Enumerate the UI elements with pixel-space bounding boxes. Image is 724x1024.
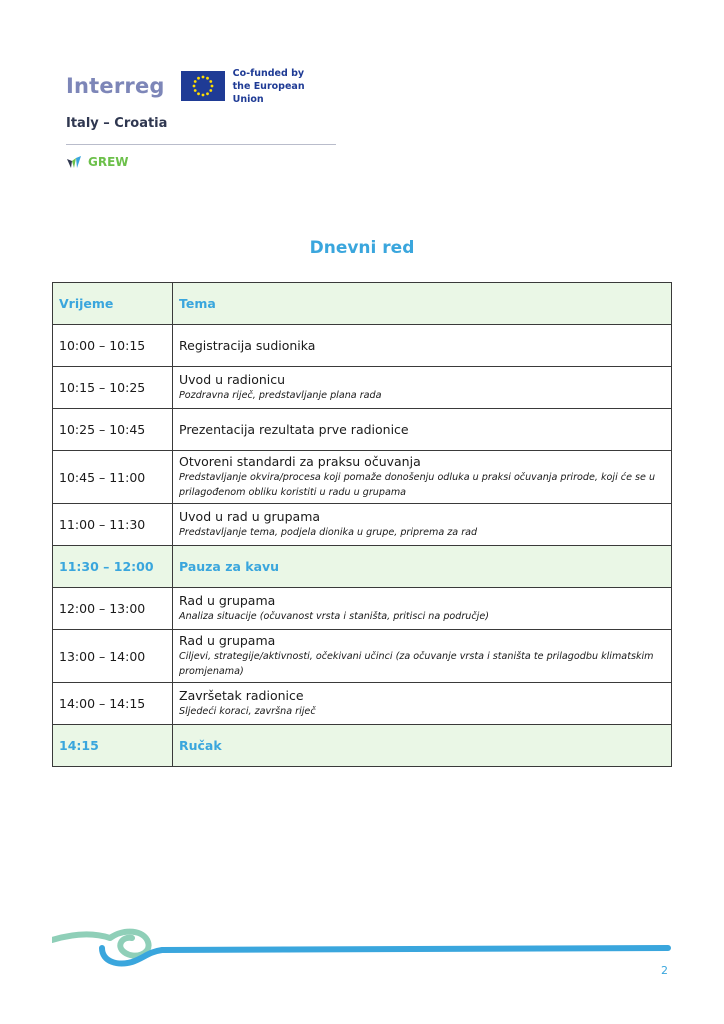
table-row [53,588,672,630]
page-title: Dnevni red [309,238,415,258]
brand-row [66,67,336,105]
interreg-logo: Interreg [66,74,165,98]
header-divider [66,144,336,145]
program-name: Italy – Croatia [66,116,168,131]
row-description: Predstavljanje okvira/procesa koji pomaže donošenju odluka u praksi očuvanja prirode, koji će se u prilagođenom obliku koristiti u radu u grupama [179,472,656,498]
project-logo [66,155,129,169]
cofunded-line1: Co-funded by [232,67,305,79]
row-topic: Prezentacija rezultata prve radionice [179,421,409,437]
row-topic-cell [173,451,672,504]
row-topic: Završetak radionice [179,688,304,703]
row-topic: Rad u grupama [179,593,276,608]
row-topic: Otvoreni standardi za praksu očuvanja [179,454,421,469]
page-number: 2 [661,964,668,977]
row-topic: Rad u grupama [179,633,276,648]
row-description: Sljedeći koraci, završna riječ [179,706,316,717]
table-row [53,451,672,504]
table-row [53,409,672,451]
row-topic-cell [173,409,672,451]
grew-leaf-icon [66,155,82,169]
table-row [53,683,672,725]
eu-flag-icon [181,71,225,101]
row-topic-cell [173,367,672,409]
row-time: 14:15 [53,725,173,767]
row-time: 14:00 – 14:15 [53,683,173,725]
table-header-row [53,283,672,325]
row-time: 10:15 – 10:25 [53,367,173,409]
table-row [53,630,672,683]
row-time: 12:00 – 13:00 [53,588,173,630]
project-name: GREW [88,155,129,169]
row-topic: Uvod u rad u grupama [179,509,321,524]
cofunded-line2: the European Union [232,80,305,105]
row-topic: Ručak [173,725,672,767]
table-row-break [53,725,672,767]
row-description: Predstavljanje tema, podjela dionika u grupe, priprema za rad [179,527,478,538]
row-topic-cell [173,683,672,725]
row-topic-cell [173,630,672,683]
header-time: Vrijeme [53,283,173,325]
row-time: 10:00 – 10:15 [53,325,173,367]
row-topic-cell [173,504,672,546]
row-topic: Uvod u radionicu [179,372,286,387]
table-row-break [53,546,672,588]
row-time: 10:45 – 11:00 [53,451,173,504]
row-topic-cell [173,325,672,367]
row-topic-cell [173,588,672,630]
row-time: 11:30 – 12:00 [53,546,173,588]
row-time: 10:25 – 10:45 [53,409,173,451]
cofunded-text [233,67,336,106]
table-row [53,367,672,409]
row-description: Pozdravna riječ, predstavljanje plana rada [179,390,382,401]
row-description: Ciljevi, strategije/aktivnosti, očekivani učinci (za očuvanje vrsta i staništa te prilagodbu klimatskim promjenama) [179,651,654,677]
page-header [66,67,336,131]
table-row [53,504,672,546]
row-topic: Pauza za kavu [173,546,672,588]
row-time: 11:00 – 11:30 [53,504,173,546]
table-row [53,325,672,367]
header-topic: Tema [173,283,672,325]
row-description: Analiza situacije (očuvanost vrsta i staništa, pritisci na područje) [179,611,489,622]
footer-wave-decoration [52,918,672,968]
row-topic: Registracija sudionika [179,337,316,353]
agenda-table [52,282,672,767]
row-time: 13:00 – 14:00 [53,630,173,683]
